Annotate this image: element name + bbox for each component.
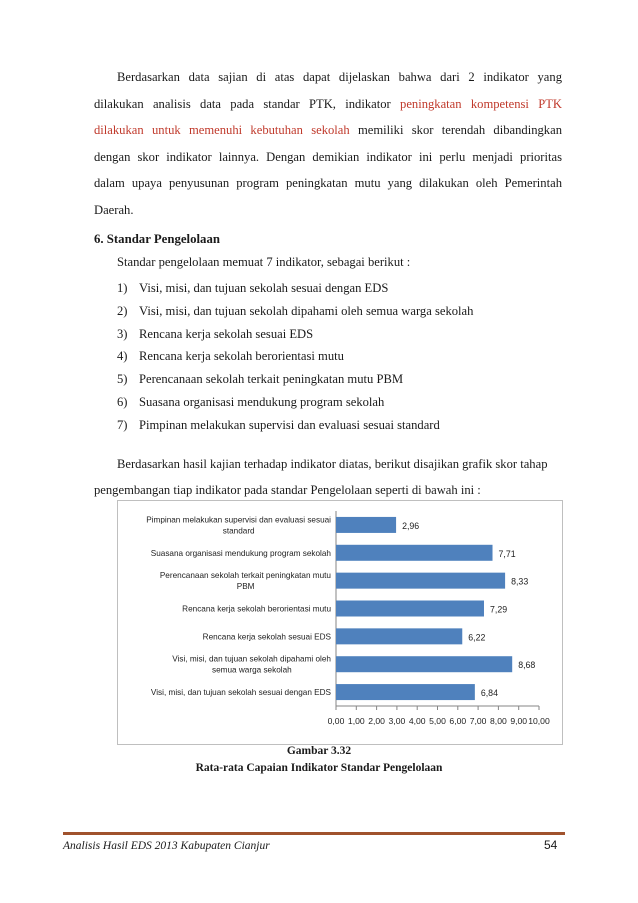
paragraph-line <box>94 144 562 171</box>
paragraph-chart-intro <box>94 451 562 503</box>
footer-divider <box>63 832 565 835</box>
x-tick-label: 7,00 <box>469 716 487 726</box>
list-item-text: Visi, misi, dan tujuan sekolah sesuai dengan EDS <box>139 281 389 295</box>
data-label: 2,96 <box>402 520 420 531</box>
list-item-number: 6) <box>117 394 128 409</box>
paragraph-line <box>94 117 562 144</box>
category-label: PBM <box>236 582 255 592</box>
list-item <box>117 277 473 300</box>
category-label: Perencanaan sekolah terkait peningkatan mutu <box>159 571 331 581</box>
list-item <box>117 323 473 346</box>
list-item-text: Rencana kerja sekolah sesuai EDS <box>139 326 314 341</box>
category-label: Visi, misi, dan tujuan sekolah sesuai dengan EDS <box>150 688 331 698</box>
category-label: Pimpinan melakukan supervisi dan evaluasi sesuai <box>146 515 331 525</box>
list-item-text: Visi, misi, dan tujuan sekolah dipahami oleh semua warga sekolah <box>139 303 474 318</box>
list-item-number: 7) <box>117 417 128 432</box>
x-tick-label: 4,00 <box>408 716 426 726</box>
category-label: semua warga sekolah <box>212 665 292 675</box>
x-tick-label: 9,00 <box>510 716 528 726</box>
list-item <box>117 391 473 414</box>
data-label: 7,71 <box>498 548 516 559</box>
data-label: 7,29 <box>489 604 508 615</box>
category-label: Rencana kerja sekolah sesuai EDS <box>202 632 331 642</box>
list-item-number: 1) <box>117 281 128 295</box>
text-run: Daerah. <box>94 202 134 217</box>
bar <box>336 573 505 589</box>
paragraph-line: pengembangan tiap indikator pada standar Pengelolaan seperti di bawah ini : <box>94 483 481 497</box>
bar-chart-svg <box>118 501 562 744</box>
data-label: 8,33 <box>511 576 529 587</box>
x-tick-label: 2,00 <box>368 716 385 726</box>
list-item-text: Suasana organisasi mendukung program sekolah <box>139 394 385 409</box>
x-tick-label: 6,00 <box>449 716 467 726</box>
list-item-number: 5) <box>117 372 128 387</box>
paragraph-line: Berdasarkan hasil kajian terhadap indikator diatas, berikut disajikan grafik skor tahap <box>117 457 548 471</box>
list-item <box>117 345 473 368</box>
highlighted-text: peningkatan kompetensi PTK <box>400 96 563 111</box>
list-item-text: Rencana kerja sekolah berorientasi mutu <box>139 349 344 364</box>
list-item-number: 3) <box>117 326 128 341</box>
text-run: dalam upaya penyusunan program peningkatan mutu yang dilakukan oleh Pemerintah <box>94 176 562 190</box>
x-tick-label: 0,00 <box>327 716 345 726</box>
x-tick-label: 8,00 <box>490 716 507 726</box>
paragraph-line <box>94 197 562 224</box>
paragraph-line <box>94 91 562 118</box>
x-tick-label: 3,00 <box>388 716 406 726</box>
data-label: 6,84 <box>480 688 498 699</box>
paragraph-line <box>94 64 562 91</box>
list-item-text: Perencanaan sekolah terkait peningkatan mutu PBM <box>139 372 404 387</box>
x-tick-label: 10,00 <box>528 716 550 726</box>
highlighted-text: dilakukan untuk memenuhi kebutuhan sekolah <box>94 123 350 137</box>
paragraph-line <box>94 170 562 197</box>
bar <box>336 684 475 700</box>
bar <box>336 545 493 561</box>
text-run: dilakukan analisis data pada standar PTK, indikator <box>94 96 401 111</box>
page-number: 54 <box>544 838 558 852</box>
bar <box>336 628 462 644</box>
x-tick-label: 1,00 <box>347 716 365 726</box>
list-item-text: Pimpinan melakukan supervisi dan evaluasi sesuai standard <box>139 417 440 432</box>
bar-chart <box>117 500 563 745</box>
figure-title: Rata-rata Capaian Indikator Standar Pengelolaan <box>195 762 443 774</box>
category-label: Visi, misi, dan tujuan sekolah dipahami oleh <box>172 654 331 664</box>
list-item-number: 4) <box>117 349 128 364</box>
figure-number: Gambar 3.32 <box>286 745 352 757</box>
list-item <box>117 414 473 437</box>
text-run: memiliki skor terendah dibandingkan <box>349 123 562 137</box>
data-label: 6,22 <box>468 632 486 643</box>
data-label: 8,68 <box>518 660 536 671</box>
footer-document-title: Analisis Hasil EDS 2013 Kabupaten Cianjur <box>63 840 270 852</box>
bar <box>336 601 484 617</box>
list-item <box>117 368 473 391</box>
section-intro: Standar pengelolaan memuat 7 indikator, sebagai berikut : <box>117 255 411 269</box>
category-label: standard <box>222 526 255 536</box>
category-label: Rencana kerja sekolah berorientasi mutu <box>182 604 331 614</box>
text-run: Berdasarkan data sajian di atas dapat dijelaskan bahwa dari 2 indikator yang <box>117 70 562 84</box>
paragraph-ptk-summary <box>94 64 562 223</box>
section-heading: 6. Standar Pengelolaan <box>94 232 220 246</box>
category-label: Suasana organisasi mendukung program sekolah <box>150 548 331 558</box>
text-run: dengan skor indikator lainnya. Dengan demikian indikator ini perlu menjadi prioritas <box>94 149 562 164</box>
list-item <box>117 300 473 323</box>
list-item-number: 2) <box>117 303 128 318</box>
bar <box>336 656 512 672</box>
indicator-list <box>117 277 473 437</box>
bar <box>336 517 396 533</box>
x-tick-label: 5,00 <box>429 716 446 726</box>
